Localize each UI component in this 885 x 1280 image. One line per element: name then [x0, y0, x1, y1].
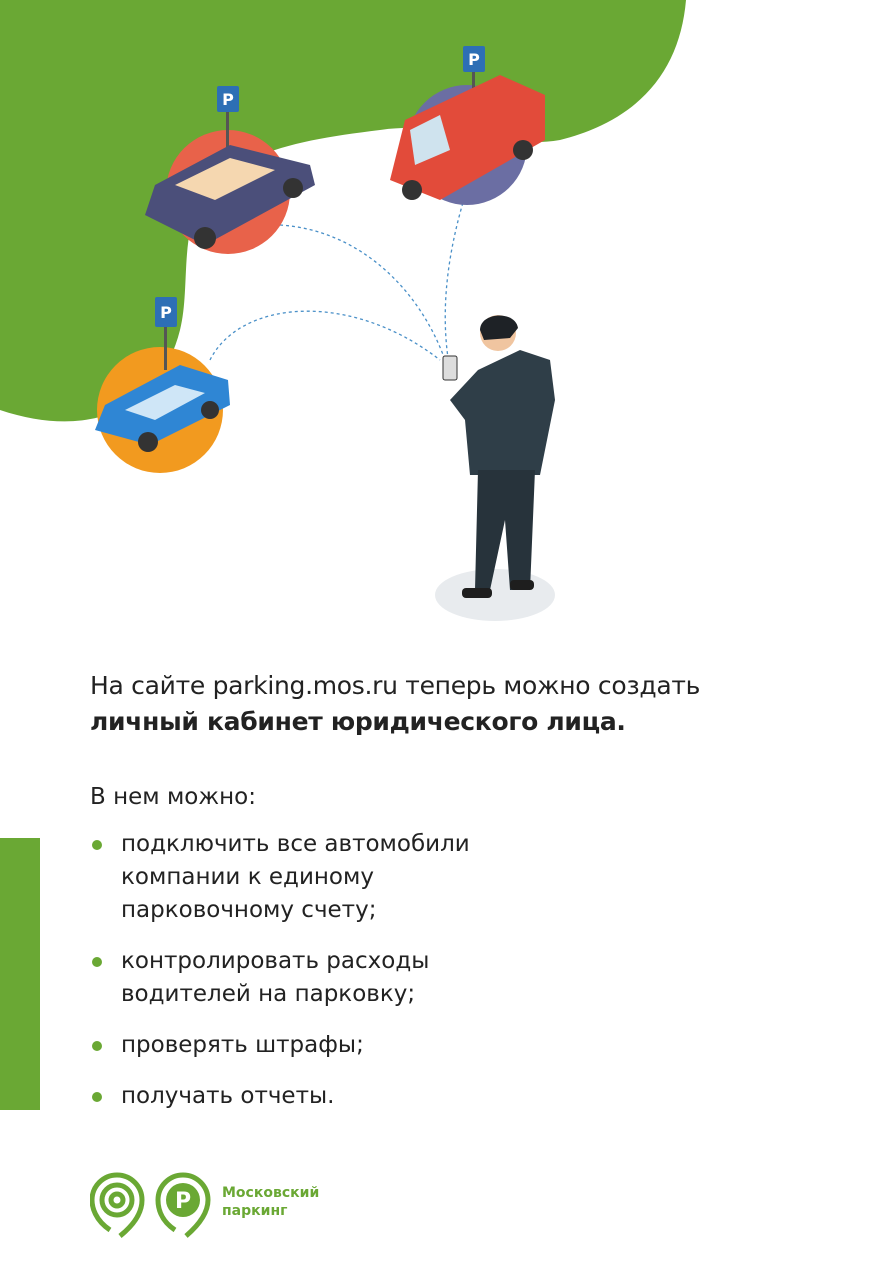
list-item-text: подключить все автомобили компании к единому парковочному счету;: [121, 831, 470, 923]
intro-text: В нем можно:: [90, 784, 256, 810]
headline: [90, 668, 700, 740]
headline-line2: личный кабинет юридического лица.: [90, 707, 626, 736]
svg-text:P: P: [468, 50, 480, 69]
list-item: [90, 1080, 501, 1113]
svg-text:P: P: [222, 90, 234, 109]
logo-text: [222, 1184, 319, 1220]
bullet-icon: [92, 1041, 102, 1051]
logo-parking-letter: P: [174, 1189, 192, 1214]
person-shadow: [435, 569, 555, 621]
logo-line1: Московский: [222, 1185, 320, 1201]
list-item: [90, 828, 501, 927]
list-item-text: контролировать расходы водителей на парковку;: [121, 948, 430, 1007]
bullet-icon: [92, 840, 102, 850]
logo-line2: паркинг: [222, 1203, 288, 1219]
feature-list: [90, 828, 501, 1131]
green-side-bar: [0, 838, 40, 1110]
moscow-parking-logo: [90, 1172, 220, 1242]
list-item: [90, 1029, 501, 1062]
bullet-icon: [92, 957, 102, 967]
list-item: [90, 945, 471, 1011]
green-background-shape: [0, 0, 686, 421]
svg-text:P: P: [160, 303, 172, 322]
list-item-text: проверять штрафы;: [121, 1032, 364, 1058]
bullet-icon: [92, 1092, 102, 1102]
person-figure: [443, 315, 555, 598]
headline-line1: На сайте parking.mos.ru теперь можно создать: [90, 671, 701, 700]
list-item-text: получать отчеты.: [121, 1083, 335, 1109]
